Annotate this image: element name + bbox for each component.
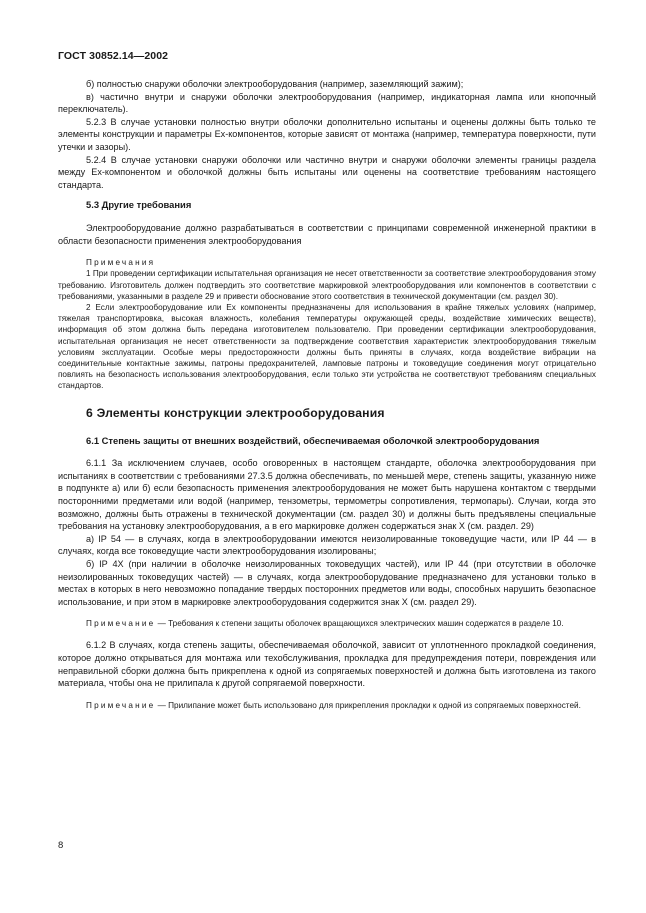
- note-4-text: — Прилипание может быть использовано для прикрепления прокладки к одной из сопрягаемых поверхностей.: [155, 700, 581, 710]
- clause-5-2-3: 5.2.3 В случае установки полностью внутри оболочки дополнительно испытаны и оценены должны быть только те элементы конструкции и параметры Ex-компонентов, которые зависят от монтажа (например, температура поверхности, пути утечки и зазоры).: [58, 116, 596, 152]
- clause-6-1-2: 6.1.2 В случаях, когда степень защиты, обеспечиваемая оболочкой, зависит от уплотненного прокладкой соединения, которое должно открываться для монтажа или техобслуживания, прокладка для предупреждения потери, повреждения или неправильной сборки должна быть прикреплена к одной из сопрягаемых поверхностей и должна быть изготовлена из такого материала, чтобы она не прилипала к другой сопрягаемой поверхности.: [58, 640, 596, 689]
- clause-6-1-1-a: а) IP 54 — в случаях, когда в электрооборудовании имеются неизолированные токоведущие части, или IP 44 — в случаях, когда все токоведущие части электрооборудования изолированы;: [58, 533, 596, 557]
- note-2: 2 Если электрооборудование или Ex компоненты предназначены для использования в крайне тяжелых условиях (например, тяжелая транспортировка, высокая влажность, колебания температуры окружающей среды, воздействие химических веществ), информация об этом должна быть передана изготовителем пользователю. При проведении сертификации электрооборудования, испытательная организация не несет ответственности за подтверждение соответствия характеристик электрооборудования тяжелым условиям эксплуатации. Особые меры предосторожности должны быть приняты в случаях, когда воздействие вибрации на соединительные контактные зажимы, патроны предохранителей, ламповые патроны и токоведущие соединения могут отрицательно повлиять на безопасность использования электрооборудования, если только эти устройства не соответствуют требованиям специальных стандартов.: [58, 302, 596, 391]
- note-3-text: — Требования к степени защиты оболочек вращающихся электрических машин содержатся в разделе 10.: [155, 619, 564, 629]
- page-content: [58, 78, 596, 711]
- clause-5-3-text: Электрооборудование должно разрабатываться в соответствии с принципами современной инженерной практики в области безопасности применения электрооборудования: [58, 222, 596, 246]
- heading-6-1: 6.1 Степень защиты от внешних воздействий, обеспечиваемая оболочкой электрооборудования: [86, 434, 540, 446]
- note-3: [58, 618, 596, 629]
- heading-5-3: 5.3 Другие требования: [86, 199, 192, 211]
- note-1: 1 При проведении сертификации испытательная организация не несет ответственности за соответствие электрооборудования этому требованию. Изготовитель должен подтвердить это соответствие маркировкой электрооборудования или компонентов в соответствии с требованиями, указанными в разделе 29 и привести обоснование этого соответствия в технической документации (см. раздел 30).: [58, 269, 596, 301]
- clause-6-1-1: 6.1.1 За исключением случаев, особо оговоренных в настоящем стандарте, оболочка электрооборудования при испытаниях в соответствии с требованиями 27.3.5 должна обеспечивать, по меньшей мере, степень защиты, указанную ниже в подпункте а) или б) если безопасность применения электрооборудования не может быть нарушена контактом с твердыми посторонними предметами или водой (например, тензометры, термометры сопротивления, термопары). Случаи, когда это возможно, должны быть отражены в технической документации (см. раздел 30) и должны быть предъявлены специальные требования на установку электрооборудования, а в его маркировке должен содержаться знак X (см. раздел. 29): [58, 458, 596, 532]
- clause-6-1-1-b: б) IP 4X (при наличии в оболочке неизолированных токоведущих частей), или IP 44 (при отсутствии в оболочке неизолированных токоведущих частей) — в случаях, когда электрооборудование предназначено для установки только в местах в которых в него невозможно попадание твердых посторонних предметов или воды, способных нарушить безопасное использование, и при этом в маркировке электрооборудования содержится знак X (см. раздел 29).: [58, 558, 596, 607]
- paragraph-item-v: в) частично внутри и снаружи оболочки электрооборудования (например, индикаторная лампа или кнопочный переключатель).: [58, 91, 596, 115]
- note-3-label: Примечание: [86, 619, 156, 629]
- clause-5-2-4: 5.2.4 В случае установки снаружи оболочки или частично внутри и снаружи оболочки элементы границы раздела между Ex-компонентом и оболочкой должны быть испытаны или оценены на соответствие требованиям настоящего стандарта.: [58, 154, 596, 190]
- note-4: [58, 700, 596, 711]
- paragraph-item-b: б) полностью снаружи оболочки электрооборудования (например, заземляющий зажим);: [86, 79, 464, 89]
- standard-header: ГОСТ 30852.14—2002: [58, 50, 169, 62]
- section-6-heading: 6 Элементы конструкции электрооборудования: [86, 405, 385, 420]
- note-4-label: Примечание: [86, 700, 156, 710]
- notes-label: Примечания: [86, 258, 156, 268]
- page-number: 8: [58, 840, 64, 851]
